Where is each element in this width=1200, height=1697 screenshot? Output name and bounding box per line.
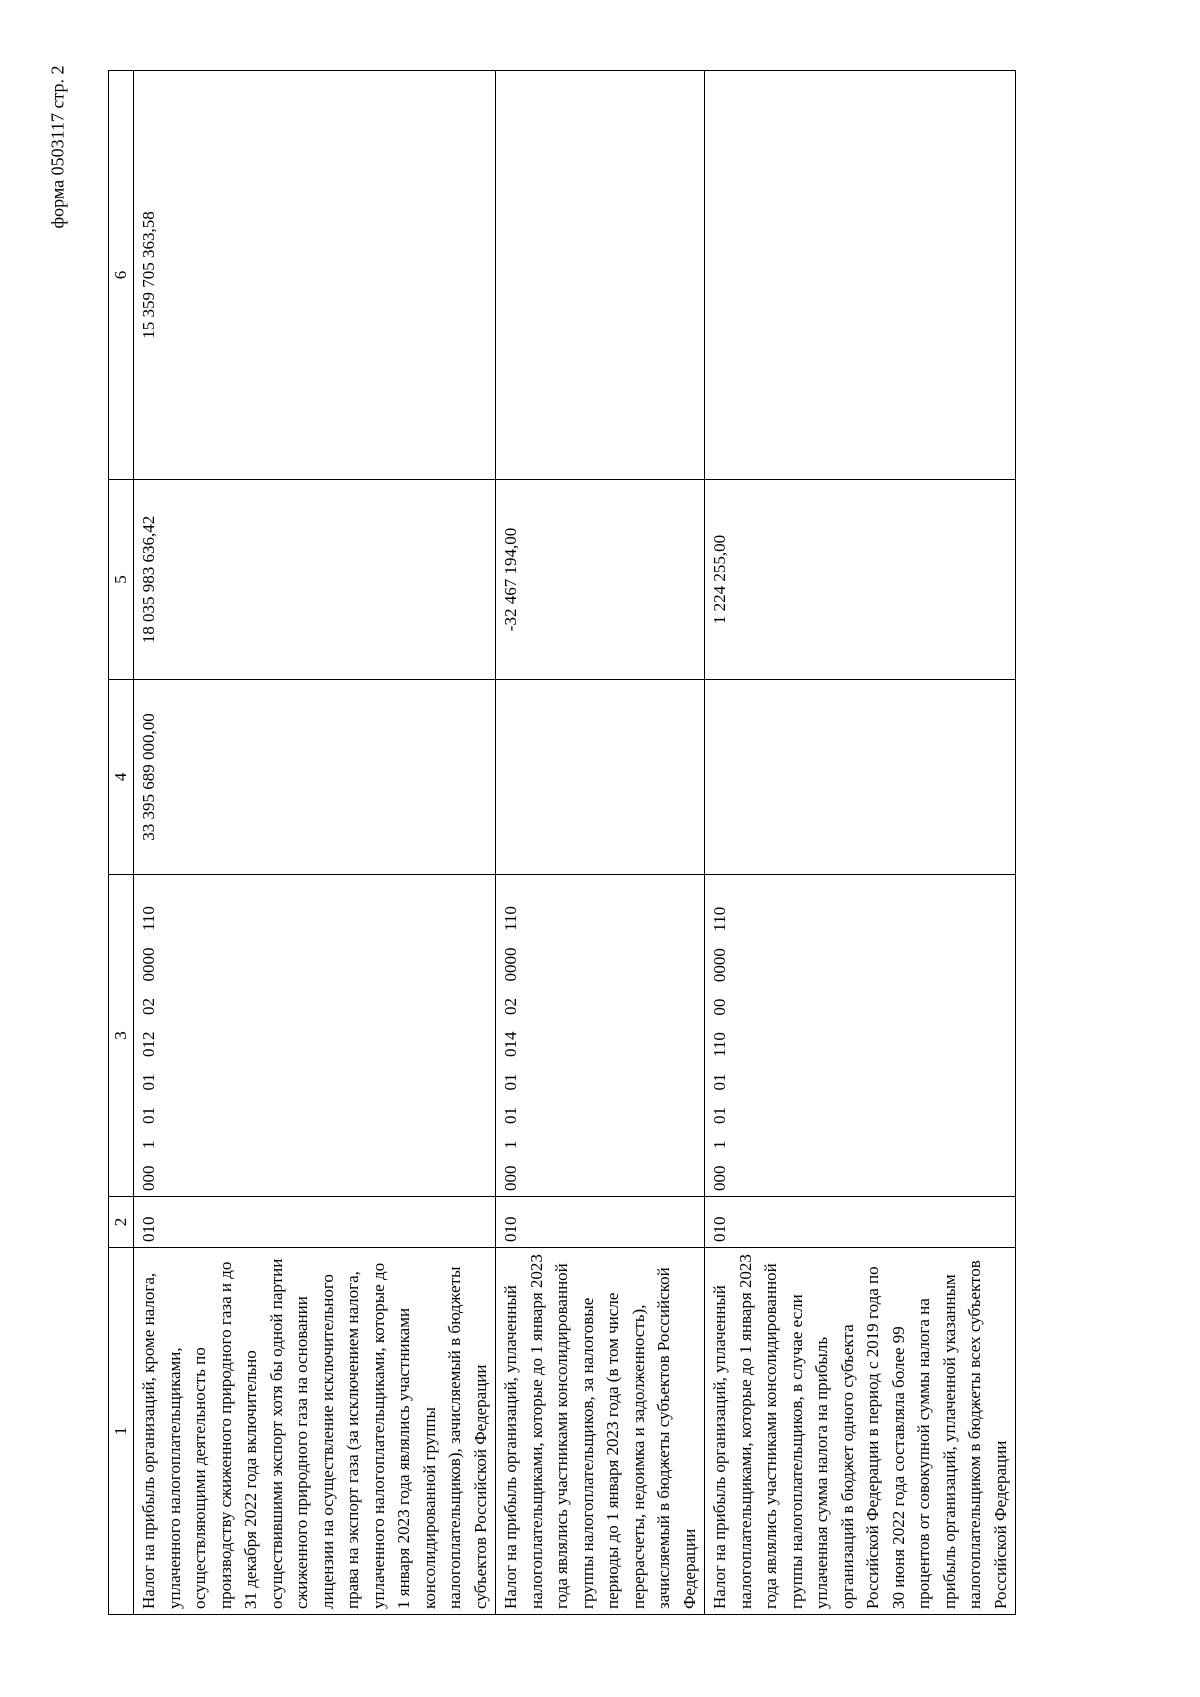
value-col-5: 1 224 255,00 [705,480,1016,680]
budget-classification-code: 000 1 01 01 110 00 0000 110 [705,875,1016,1197]
budget-classification-code: 000 1 01 01 012 02 0000 110 [134,875,496,1197]
column-number-3: 3 [109,875,134,1197]
rotated-table-container [108,70,1010,1615]
line-code: 010 [134,1197,496,1248]
value-col-6 [705,71,1016,480]
column-number-2: 2 [109,1197,134,1248]
table-row [134,71,496,1615]
column-number-5: 5 [109,480,134,680]
value-col-4: 33 395 689 000,00 [134,680,496,875]
value-col-4 [705,680,1016,875]
budget-classification-code: 000 1 01 01 014 02 0000 110 [496,875,705,1197]
value-col-6: 15 359 705 363,58 [134,71,496,480]
value-col-5: -32 467 194,00 [496,480,705,680]
indicator-name: Налог на прибыль организаций, уплаченный налогоплательщиками, которые до 1 января 2023 года являлись участниками консолидированной группы налогоплательщиков, за налоговые периоды до 1 января 2023 года (в том числе перерасчеты, недоимка и задолженность), зачисляемый в бюджеты субъектов Российской Федерации [496,1248,705,1615]
value-col-4 [496,680,705,875]
column-number-1: 1 [109,1248,134,1615]
indicator-name: Налог на прибыль организаций, уплаченный налогоплательщиками, которые до 1 января 2023 года являлись участниками консолидированной группы налогоплательщиков, в случае если уплаченная сумма налога на прибыль организаций в бюджет одного субъекта Российской Федерации в период с 2019 года по 30 июня 2022 года составляла более 99 процентов от совокупной суммы налога на прибыль организаций, уплаченной указанным налогоплательщиком в бюджеты всех субъектов Российской Федерации [705,1248,1016,1615]
column-number-6: 6 [109,71,134,480]
form-number-label [46,42,70,252]
form-number-text: форма 0503117 стр. 2 [47,65,68,229]
line-code: 010 [496,1197,705,1248]
table-row [705,71,1016,1615]
revenue-report-table [108,70,1016,1615]
column-number-row [109,71,134,1615]
indicator-name: Налог на прибыль организаций, кроме налога, уплаченного налогоплательщиками, осуществляющими деятельность по производству сжиженного природного газа и до 31 декабря 2022 года включительно осуществившими экспорт хотя бы одной партии сжиженного природного газа на основании лицензии на осуществление исключительного права на экспорт газа (за исключением налога, уплаченного налогоплательщиками, которые до 1 января 2023 года являлись участниками консолидированной группы налогоплательщиков), зачисляемый в бюджеты субъектов Российской Федерации [134,1248,496,1615]
value-col-5: 18 035 983 636,42 [134,480,496,680]
line-code: 010 [705,1197,1016,1248]
value-col-6 [496,71,705,480]
table-row [496,71,705,1615]
column-number-4: 4 [109,680,134,875]
